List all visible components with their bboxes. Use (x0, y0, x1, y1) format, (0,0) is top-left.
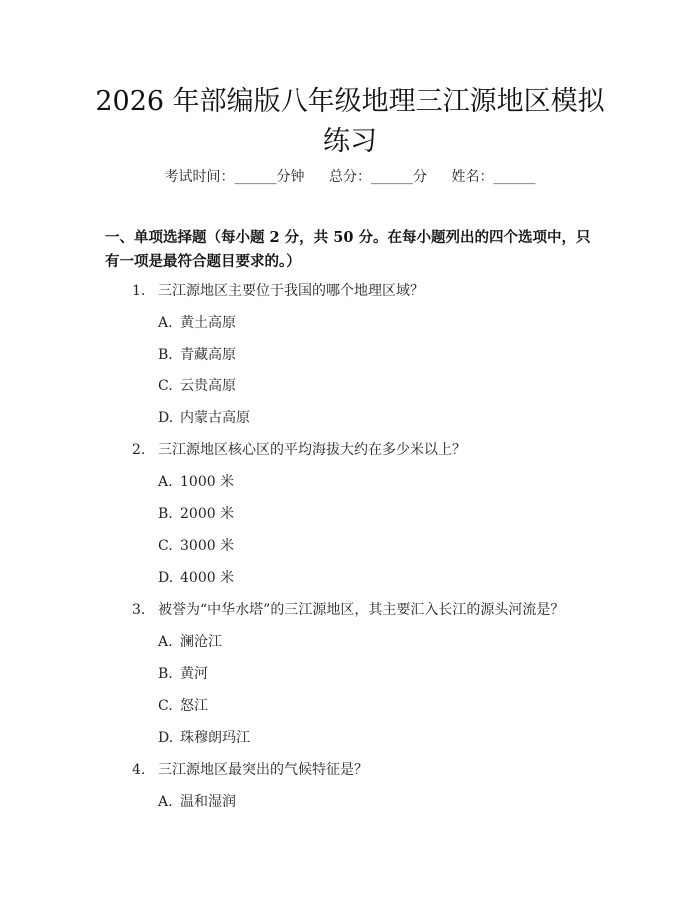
question-2-option-b (158, 504, 234, 524)
page-title: 2026 年部编版八年级地理三江源地区模拟练习 (95, 86, 605, 157)
question-1-option-b (158, 345, 236, 365)
question-2-option-a (158, 472, 234, 492)
question-3 (132, 600, 564, 620)
exam-meta (0, 167, 700, 187)
question-2-option-d (158, 568, 234, 588)
question-3-option-c (158, 696, 208, 716)
question-text: 三江源地区最突出的气候特征是？ (158, 762, 368, 778)
question-number: 1. (132, 283, 146, 299)
total-score-field: 总分：______分 (329, 169, 427, 185)
option-letter: C. (158, 378, 173, 394)
question-2 (132, 440, 466, 460)
option-letter: C. (158, 698, 173, 714)
question-3-option-d (158, 728, 250, 748)
option-letter: A. (158, 634, 173, 650)
question-2-option-c (158, 536, 234, 556)
option-text: 2000 米 (180, 506, 235, 522)
option-text: 青藏高原 (180, 347, 236, 363)
question-text: 三江源地区核心区的平均海拔大约在多少米以上？ (158, 442, 466, 458)
option-letter: D. (158, 410, 174, 426)
option-letter: C. (158, 538, 173, 554)
question-4 (132, 760, 368, 780)
option-letter: D. (158, 730, 174, 746)
option-letter: B. (158, 666, 173, 682)
question-1-option-a (158, 313, 236, 333)
question-number: 3. (132, 602, 146, 618)
option-text: 温和湿润 (180, 794, 236, 810)
option-text: 1000 米 (180, 474, 235, 490)
option-letter: A. (158, 315, 173, 331)
option-letter: D. (158, 570, 174, 586)
option-text: 澜沧江 (180, 634, 222, 650)
question-1-option-c (158, 376, 236, 396)
option-text: 内蒙古高原 (180, 410, 250, 426)
option-letter: A. (158, 794, 173, 810)
question-1-option-d (158, 408, 250, 428)
question-3-option-b (158, 664, 208, 684)
question-1 (132, 281, 424, 301)
question-3-option-a (158, 632, 222, 652)
option-letter: A. (158, 474, 173, 490)
option-letter: B. (158, 347, 173, 363)
option-text: 云贵高原 (180, 378, 236, 394)
option-text: 黄河 (180, 666, 208, 682)
option-text: 黄土高原 (180, 315, 236, 331)
section-heading: 一、单项选择题（每小题 2 分，共 50 分。在每小题列出的四个选项中，只有一项是最符合题目要求的。） (105, 229, 591, 270)
option-text: 怒江 (180, 698, 208, 714)
option-text: 4000 米 (180, 570, 235, 586)
option-text: 3000 米 (180, 538, 235, 554)
question-4-option-a (158, 792, 236, 812)
option-letter: B. (158, 506, 173, 522)
question-text: 三江源地区主要位于我国的哪个地理区域？ (158, 283, 424, 299)
student-name-field: 姓名：______ (451, 169, 536, 185)
question-number: 4. (132, 762, 146, 778)
question-number: 2. (132, 442, 146, 458)
option-text: 珠穆朗玛江 (180, 730, 250, 746)
question-text: 被誉为“中华水塔”的三江源地区，其主要汇入长江的源头河流是？ (158, 602, 565, 618)
exam-time-field: 考试时间：______分钟 (164, 169, 305, 185)
